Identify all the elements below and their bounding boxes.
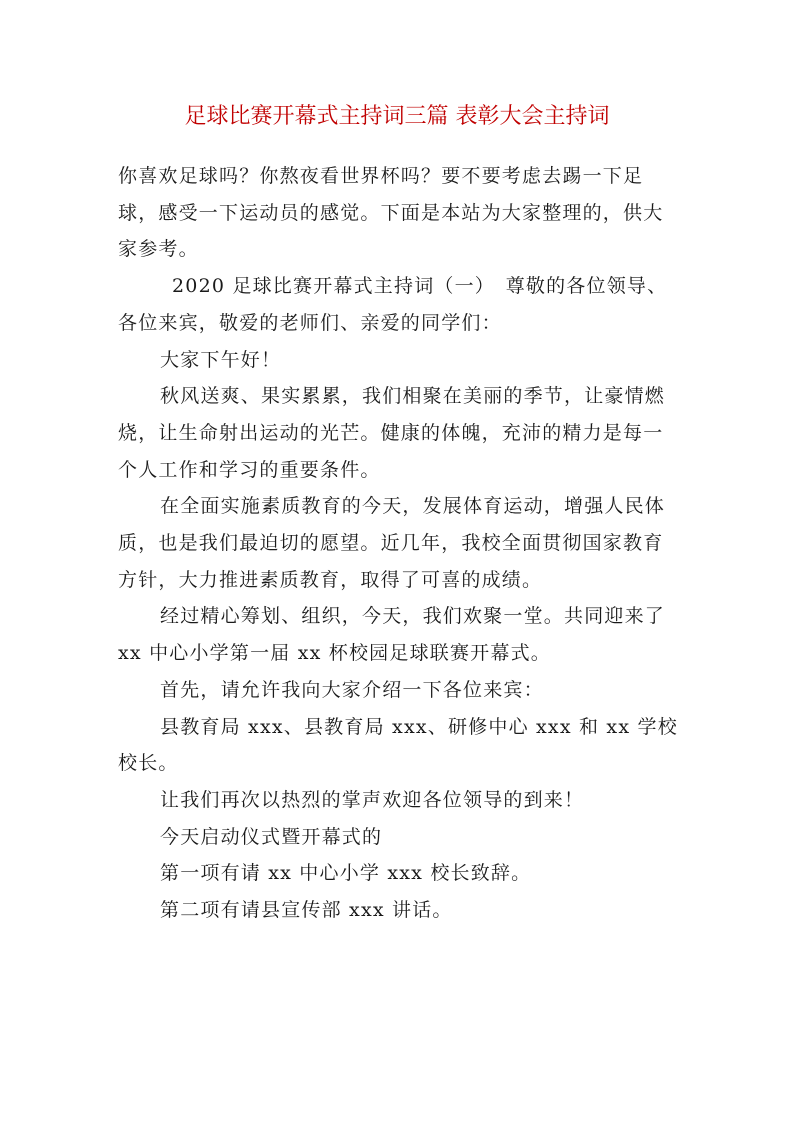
paragraph-section-heading: 2020 足球比赛开幕式主持词（一） 尊敬的各位领导、各位来宾，敬爱的老师们、亲爱的同学们： xyxy=(118,275,668,334)
paragraph-item-one: 第一项有请 xx 中心小学 xxx 校长致辞。 xyxy=(160,862,532,885)
paragraph-item-two: 第二项有请县宣传部 xxx 讲话。 xyxy=(160,899,453,922)
paragraph-introduce-guests: 首先，请允许我向大家介绍一下各位来宾： xyxy=(160,678,544,701)
paragraph-gathering: 经过精心筹划、组织，今天，我们欢聚一堂。共同迎来了 xx 中心小学第一届 xx 杯校园足球联赛开幕式。 xyxy=(118,605,666,665)
paragraph-intro: 你喜欢足球吗？你熬夜看世界杯吗？要不要考虑去踢一下足球，感受一下运动员的感觉。下面是本站为大家整理的，供大家参考。 xyxy=(118,165,664,261)
paragraph-applause: 让我们再次以热烈的掌声欢迎各位领导的到来！ xyxy=(160,788,585,811)
paragraph-greeting: 大家下午好！ xyxy=(160,348,282,371)
paragraph-guest-list: 县教育局 xxx、县教育局 xxx、研修中心 xxx 和 xx 学校校长。 xyxy=(118,715,678,775)
paragraph-education: 在全面实施素质教育的今天，发展体育运动，增强人民体质，也是我们最迫切的愿望。近几年，我校全面贯彻国家教育方针，大力推进素质教育，取得了可喜的成绩。 xyxy=(118,495,666,591)
paragraph-autumn: 秋风送爽、果实累累，我们相聚在美丽的季节，让豪情燃烧，让生命射出运动的光芒。健康的体魄，充沛的精力是每一个人工作和学习的重要条件。 xyxy=(118,385,666,481)
paragraph-ceremony: 今天启动仪式暨开幕式的 xyxy=(160,825,383,848)
document-body xyxy=(118,158,678,929)
document-title: 足球比赛开幕式主持词三篇 表彰大会主持词 xyxy=(184,104,610,129)
